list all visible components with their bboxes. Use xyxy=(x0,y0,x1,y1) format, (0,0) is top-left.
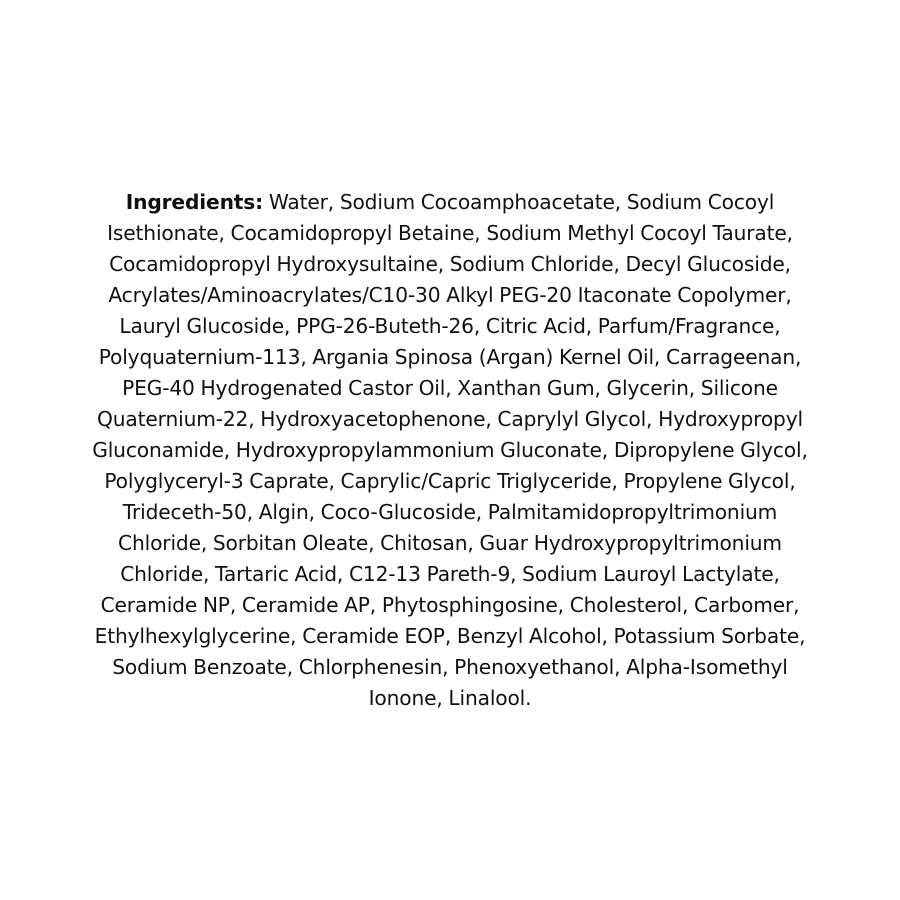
ingredients-line-8: Quaternium-22, Hydroxyacetophenone, Caprylyl Glycol, Hydroxypropyl xyxy=(97,407,803,431)
ingredients-line-1 xyxy=(70,187,830,218)
ingredients-line-9: Gluconamide, Hydroxypropylammonium Gluconate, Dipropylene Glycol, xyxy=(92,438,808,462)
ingredients-line-14: Ceramide NP, Ceramide AP, Phytosphingosine, Cholesterol, Carbomer, xyxy=(100,593,800,617)
ingredients-list xyxy=(70,187,830,714)
ingredients-line-13: Chloride, Tartaric Acid, C12-13 Pareth-9, Sodium Lauroyl Lactylate, xyxy=(120,562,780,586)
ingredients-line-2: Isethionate, Cocamidopropyl Betaine, Sodium Methyl Cocoyl Taurate, xyxy=(107,221,793,245)
ingredients-line-17: Ionone, Linalool. xyxy=(368,686,532,710)
ingredients-line-7: PEG-40 Hydrogenated Castor Oil, Xanthan Gum, Glycerin, Silicone xyxy=(122,376,778,400)
ingredients-line-10: Polyglyceryl-3 Caprate, Caprylic/Capric Triglyceride, Propylene Glycol, xyxy=(104,469,796,493)
ingredients-line-6: Polyquaternium-113, Argania Spinosa (Argan) Kernel Oil, Carrageenan, xyxy=(98,345,802,369)
ingredients-line-5: Lauryl Glucoside, PPG-26-Buteth-26, Citric Acid, Parfum/Fragrance, xyxy=(119,314,781,338)
ingredients-line-12: Chloride, Sorbitan Oleate, Chitosan, Guar Hydroxypropyltrimonium xyxy=(118,531,782,555)
ingredients-label: Ingredients: xyxy=(125,190,264,214)
ingredients-line-11: Trideceth-50, Algin, Coco-Glucoside, Palmitamidopropyltrimonium xyxy=(122,500,778,524)
ingredients-line-3: Cocamidopropyl Hydroxysultaine, Sodium Chloride, Decyl Glucoside, xyxy=(109,252,791,276)
ingredients-text: Water, Sodium Cocoamphoacetate, Sodium Cocoyl xyxy=(263,190,775,214)
ingredients-line-16: Sodium Benzoate, Chlorphenesin, Phenoxyethanol, Alpha-Isomethyl xyxy=(112,655,788,679)
ingredients-line-15: Ethylhexylglycerine, Ceramide EOP, Benzyl Alcohol, Potassium Sorbate, xyxy=(94,624,806,648)
ingredients-line-4: Acrylates/Aminoacrylates/C10-30 Alkyl PEG-20 Itaconate Copolymer, xyxy=(108,283,792,307)
